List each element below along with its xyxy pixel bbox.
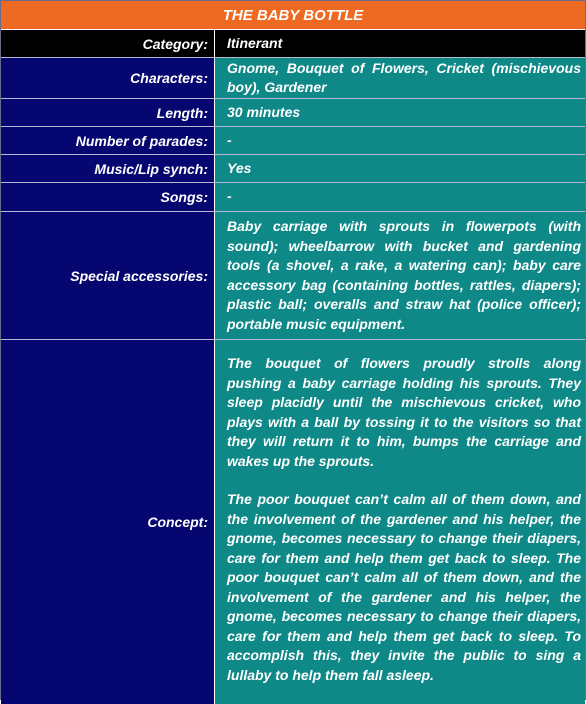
number-of-parades-value: -: [215, 127, 585, 154]
music-lip-synch-label: Music/Lip synch:: [1, 155, 215, 182]
length-value: 30 minutes: [215, 99, 585, 126]
number-of-parades-label: Number of parades:: [1, 127, 215, 154]
row-concept: [1, 340, 585, 704]
row-songs: [1, 183, 585, 212]
row-number-of-parades: [1, 127, 585, 155]
row-category: [1, 30, 585, 58]
special-accessories-value: Baby carriage with sprouts in flowerpots (with sound); wheelbarrow with bucket and gardening tools (a shovel, a rake, a watering can); baby care accessory bag (containing bottles, rattles, diapers); plastic ball; overalls and straw hat (police officer); portable music equipment.: [215, 212, 585, 339]
row-length: [1, 99, 585, 127]
songs-value: -: [215, 183, 585, 211]
row-music-lip-synch: [1, 155, 585, 183]
special-accessories-label: Special accessories:: [1, 212, 215, 339]
category-value: Itinerant: [215, 30, 585, 57]
concept-label: Concept:: [1, 340, 215, 704]
category-label: Category:: [1, 30, 215, 57]
characters-value: Gnome, Bouquet of Flowers, Cricket (mischievous boy), Gardener: [215, 58, 585, 98]
sheet-title: THE BABY BOTTLE: [1, 1, 585, 30]
length-label: Length:: [1, 99, 215, 126]
songs-label: Songs:: [1, 183, 215, 211]
row-special-accessories: [1, 212, 585, 340]
concept-paragraph: The poor bouquet can’t calm all of them down, and the involvement of the gardener and his helper, the gnome, becomes necessary to change their diapers, care for them and help them get back to sleep. The poor bouquet can’t calm all of them down, and the involvement of the gardener and his helper, the gnome, becomes necessary to change their diapers, care for them and help them get back to sleep. To accomplish this, they invite the public to sing a lullaby to help them fall asleep.: [227, 491, 581, 683]
row-characters: [1, 58, 585, 99]
characters-label: Characters:: [1, 58, 215, 98]
concept-value: [215, 340, 585, 704]
music-lip-synch-value: Yes: [215, 155, 585, 182]
concept-paragraph: The bouquet of flowers proudly strolls along pushing a baby carriage holding his sprouts. They sleep placidly until the mischievous cricket, who plays with a ball by tossing it to the visitors so that they will return it to him, bumps the carriage and wakes up the sprouts.: [227, 355, 581, 469]
